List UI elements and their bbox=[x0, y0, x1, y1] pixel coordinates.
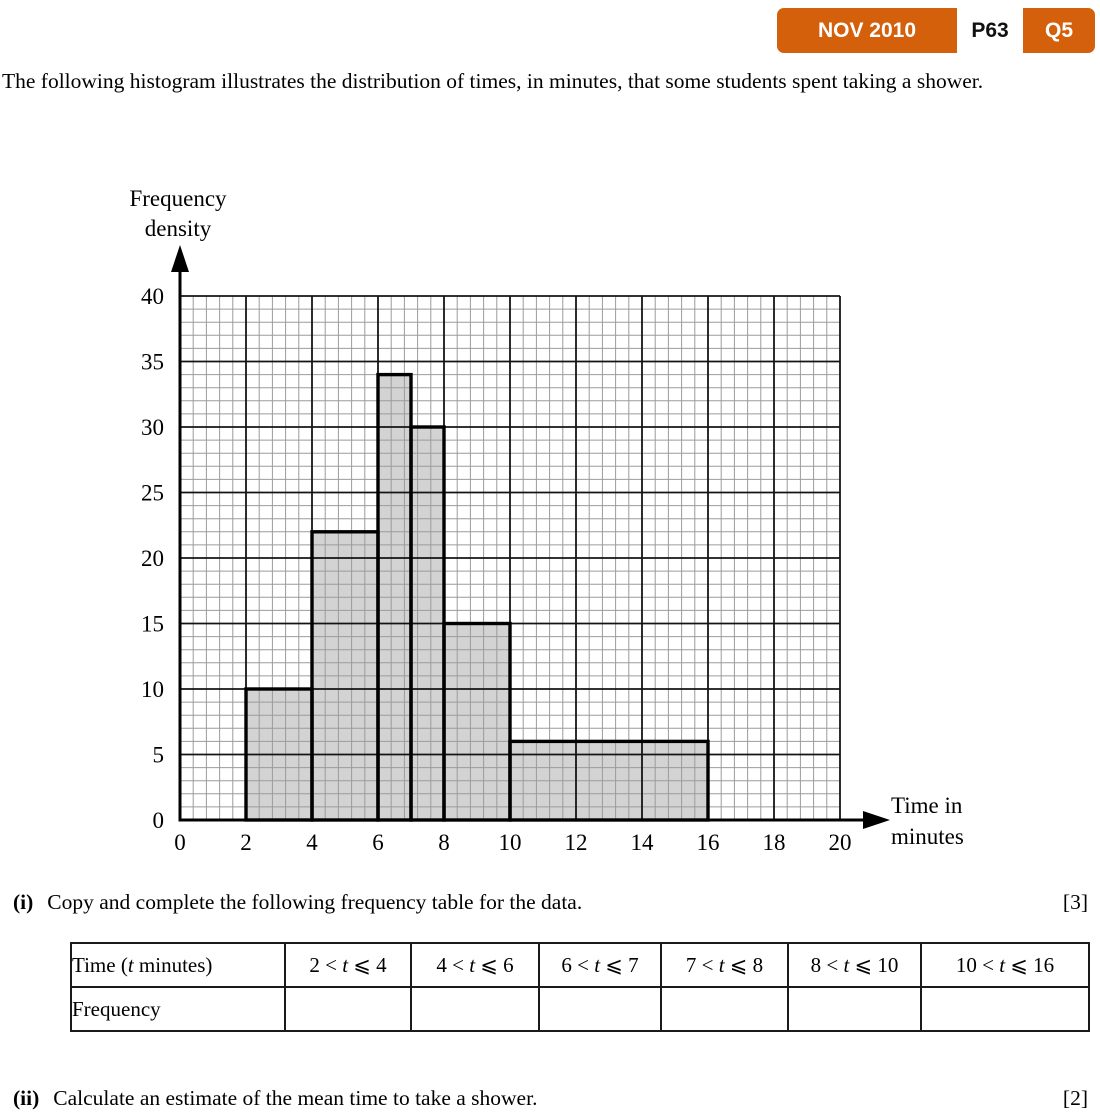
x-tick-label: 0 bbox=[174, 830, 186, 855]
time-interval-cell: 8 < t ⩽ 10 bbox=[788, 943, 921, 987]
frequency-table bbox=[70, 942, 1090, 1032]
part-ii-label: (ii) bbox=[13, 1086, 40, 1110]
y-tick-label: 15 bbox=[141, 611, 164, 637]
y-tick-label: 20 bbox=[141, 546, 164, 571]
x-tick-label: 12 bbox=[564, 830, 588, 855]
x-tick-label: 6 bbox=[372, 830, 384, 855]
x-axis-title-line1: Time in bbox=[891, 793, 963, 818]
x-tick-label: 20 bbox=[828, 830, 852, 855]
time-interval-cell: 7 < t ⩽ 8 bbox=[661, 943, 788, 987]
y-axis-title bbox=[98, 184, 258, 244]
part-i-label: (i) bbox=[13, 890, 34, 914]
part-ii bbox=[13, 1086, 1088, 1111]
histogram-bar-fill bbox=[444, 624, 510, 821]
part-i-text: Copy and complete the following frequency table for the data. bbox=[47, 890, 583, 914]
y-tick-label: 30 bbox=[141, 415, 164, 440]
x-axis-title bbox=[891, 790, 964, 852]
y-tick-label: 35 bbox=[141, 349, 164, 375]
x-axis-title-line2: minutes bbox=[891, 824, 964, 849]
time-header-cell: Time (t minutes) bbox=[71, 943, 285, 987]
frequency-empty-cell bbox=[411, 987, 539, 1031]
badge-paper: P63 bbox=[957, 8, 1023, 53]
x-tick-label: 14 bbox=[630, 830, 654, 855]
time-interval-cell: 2 < t ⩽ 4 bbox=[285, 943, 411, 987]
frequency-row bbox=[71, 987, 1089, 1031]
time-interval-cell: 10 < t ⩽ 16 bbox=[921, 943, 1089, 987]
x-axis-arrow-icon bbox=[863, 811, 890, 829]
x-tick-label: 18 bbox=[762, 830, 786, 855]
x-tick-label: 2 bbox=[240, 830, 252, 855]
frequency-header-cell: Frequency bbox=[71, 987, 285, 1031]
y-axis-arrow-icon bbox=[171, 245, 189, 272]
badge-question: Q5 bbox=[1023, 8, 1095, 53]
question-intro: The following histogram illustrates the distribution of times, in minutes, that some students spent taking a shower. bbox=[2, 69, 984, 93]
part-i-marks: [3] bbox=[1062, 890, 1088, 914]
x-tick-label: 10 bbox=[498, 830, 522, 855]
part-i bbox=[13, 890, 1088, 915]
frequency-empty-cell bbox=[788, 987, 921, 1031]
x-tick-label: 16 bbox=[696, 830, 720, 855]
y-tick-label: 40 bbox=[141, 284, 164, 309]
y-axis-title-line1: Frequency bbox=[129, 186, 227, 211]
y-tick-label: 5 bbox=[152, 742, 164, 768]
histogram bbox=[60, 175, 1050, 865]
frequency-empty-cell bbox=[285, 987, 411, 1031]
paper-badge bbox=[777, 8, 1095, 53]
time-interval-cell: 4 < t ⩽ 6 bbox=[411, 943, 539, 987]
y-axis-title-line2: density bbox=[144, 216, 212, 241]
time-interval-cell: 6 < t ⩽ 7 bbox=[539, 943, 661, 987]
frequency-empty-cell bbox=[661, 987, 788, 1031]
y-tick-label: 0 bbox=[152, 808, 164, 833]
y-tick-label: 25 bbox=[141, 480, 164, 506]
frequency-empty-cell bbox=[539, 987, 661, 1031]
x-tick-label: 8 bbox=[438, 830, 450, 855]
part-ii-marks: [2] bbox=[1062, 1086, 1088, 1110]
frequency-empty-cell bbox=[921, 987, 1089, 1031]
x-tick-label: 4 bbox=[306, 830, 318, 855]
part-ii-text: Calculate an estimate of the mean time to take a shower. bbox=[53, 1086, 538, 1110]
time-intervals-row bbox=[71, 943, 1089, 987]
y-tick-label: 10 bbox=[141, 677, 164, 702]
badge-session: NOV 2010 bbox=[777, 8, 957, 53]
